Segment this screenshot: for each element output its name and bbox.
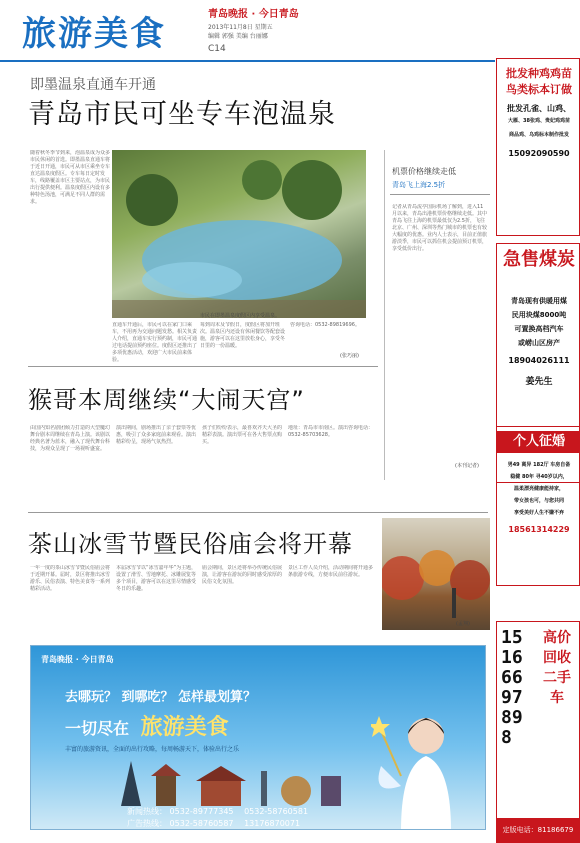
- classifieds-column: [496, 58, 580, 843]
- story2-top-rule: [28, 366, 378, 367]
- banner-slogan-prefix: 一切尽在: [65, 719, 130, 738]
- story2-text-c: 孩子们纷纷表示，最喜欢齐天大圣的精彩表演。演出票可在各大售票点购买。: [202, 425, 283, 445]
- autumn-trees-illustration: [382, 518, 490, 630]
- sidebar-divider: [384, 150, 385, 480]
- banner-slogan-title: 旅游美食: [140, 715, 229, 740]
- sidebar-text: 记者从青岛流亭国际机场了解到，进入11月以来，青岛出港机票价格继续走低。其中青岛飞往上海的机票最低仅为2.5折，飞往北京、广州、深圳等热门城市的机票也有较大幅度的优惠。业内人士表示，目前正值旅游淡季，市民可以抓住机会提前预订机票，享受低价出行。: [392, 204, 488, 252]
- ad1-body-2: 大雁、38张鸡、贵妃鸡鸡苗: [508, 118, 570, 124]
- banner-tagline: 丰富的旅游资讯，全面的出行攻略，每周畅游天下，体验出行之乐: [65, 746, 240, 753]
- ad3-body-5: 享受美好人生不嫌不弃: [513, 510, 564, 516]
- header-rule: [0, 60, 495, 62]
- story1-text-b: 每到周末及节假日，度假区将加开班次。温泉区内还设有休闲餐饮等配套设施，游客可以在这里放松身心，享受冬日里的一份温暖。: [200, 322, 285, 349]
- page-header: [0, 0, 495, 60]
- banner-hotline: [127, 806, 308, 817]
- ad-contact-label: 定版电话：: [502, 826, 538, 834]
- story3-text-a: 一年一度的茶山冰雪节暨民俗庙会将于近期开幕。届时，景区将推出冰雪游乐、民俗表演、特色美食等一系列精彩活动。: [30, 565, 111, 592]
- banner-brand: 青岛晚报 · 今日青岛: [41, 655, 114, 664]
- sidebar-rule: [390, 194, 490, 195]
- story1-subhead: 即墨温泉直通车开通: [30, 77, 156, 93]
- section-title: 旅游美食: [22, 14, 166, 54]
- ad2-body-1: 青岛现有供暖用煤: [511, 297, 567, 305]
- newspaper-brand: 青岛晚报 · 今日青岛: [208, 9, 299, 20]
- ad2-body-3: 可置换高档汽车: [514, 325, 564, 333]
- hotline-number-2: 0532-58760581: [244, 807, 309, 816]
- ad4-phone: 15166697898: [501, 627, 523, 748]
- story3-photo-credit: (孟翔): [456, 621, 470, 627]
- ad2-phone: 18904026111: [508, 356, 570, 365]
- girl-with-wand-illustration: [371, 706, 471, 830]
- story2-text-d: 地址：青岛市市南区。演出咨询电话：0532-85703628。: [288, 425, 374, 438]
- ad3-body-2: 稳健 80年 寻40岁以内，: [510, 474, 568, 480]
- ad3-title: 个人征婚: [497, 431, 580, 453]
- hot-spring-illustration: [112, 150, 366, 318]
- editor-line: 编辑 郭强 美编 台丽娜: [208, 33, 268, 40]
- ad3-body-4: 带女孩也可，与您共同: [513, 498, 564, 504]
- ad-contact-bar: [497, 818, 579, 842]
- ad-hotline-number-1: 0532-58760587: [169, 819, 234, 828]
- banner-question: 去哪玩？ 到哪吃？ 怎样最划算？: [65, 690, 257, 705]
- ad1-title-1: 批发种鸡鸡苗: [506, 67, 572, 80]
- ad3-body-1: 男49 离异 182厅 车房自备: [507, 462, 571, 468]
- ad2-title: 急售煤炭: [503, 249, 575, 270]
- date-line: 2013年11月8日 星期五: [208, 24, 273, 31]
- ad3-phone: 18561314229: [508, 525, 570, 534]
- page-number: C14: [208, 44, 226, 54]
- ad-personal-marriage: [496, 426, 580, 586]
- story1-headline: 青岛市民可坐专车泡温泉: [28, 99, 336, 130]
- ad2-body-2: 民用块煤8000吨: [511, 311, 567, 319]
- ad-used-car-buyback: [496, 621, 580, 843]
- story2-headline: 猴哥本周继续“大闹天宫”: [28, 386, 305, 414]
- ad3-body-3: 温柔漂亮健康能持家，: [513, 486, 564, 492]
- story1-text-a: 直通车开通后，市民可以在家门口乘车，不用再为交通问题发愁。相关负责人介绍，直通车实行预约制，市民可通过电话提前预约座位。度假区还推出了多项优惠活动，欢迎广大市民前来体验。: [112, 322, 197, 362]
- story2-text-b: 演出期间，剧场推出了亲子套票等优惠，吸引了众多家庭前来观看。演出精彩纷呈，现场气氛热烈。: [116, 425, 197, 445]
- tea-mountain-photo: [382, 518, 490, 630]
- story1-photo-caption: 市民在即墨温泉度假区内享受温泉。: [200, 313, 281, 319]
- ad1-body-3: 商品鸡、乌鸡标本制作批发: [508, 132, 569, 138]
- promo-banner: [30, 645, 486, 830]
- story3-headline: 茶山冰雪节暨民俗庙会将开幕: [28, 530, 353, 558]
- hotline-number-1: 0532-89777345: [169, 807, 234, 816]
- story3-top-rule: [28, 512, 488, 513]
- story1-photo-credit: (张巧丽): [340, 353, 359, 359]
- story1-text-c: 咨询电话：0532-89819696。: [290, 322, 360, 328]
- story3-text-c: 庙会期间，景区还将举办传统民俗展演，让游客在游玩的同时感受浓厚的民俗文化氛围。: [202, 565, 283, 585]
- ad4-title: 高价回收二手车: [543, 630, 571, 706]
- sidebar-headline: 机票价格继续走低: [392, 167, 456, 176]
- ad2-contact: 姜先生: [525, 377, 553, 387]
- story3-text-d: 景区工作人员介绍，活动期间将开通多条旅游专线，方便市民前往游玩。: [288, 565, 374, 578]
- sidebar-subhead: 青岛飞上海2.5折: [392, 181, 446, 189]
- landmarks-skyline-icon: [111, 756, 351, 806]
- ad2-body-4: 或崂山区房产: [518, 339, 560, 347]
- ad1-title-2: 鸟类标本订做: [506, 83, 572, 96]
- story1-lead-text: 随着秋冬季节到来，泡温泉成为众多市民休闲的首选。即墨温泉直通车将于近日开通，市民可从市区乘坐专车直达温泉度假区。专车每日定时发车，线路覆盖市区主要站点，为市民出行提供便利。温泉度假区内设有多种特色汤池，可满足不同人群的需求。: [30, 150, 110, 205]
- ad-contact-phone: 81186679: [537, 826, 574, 834]
- ad-hotline-number-2: 13176870071: [244, 819, 301, 828]
- ad-hotline-label: 广告热线：: [127, 819, 167, 828]
- hot-spring-photo: [112, 150, 366, 318]
- sidebar-credit: (本刊记者): [455, 463, 479, 469]
- story3-text-b: 本届冰雪节以“冰雪嘉年华”为主题，设置了滑雪、雪地摩托、冰雕展览等多个项目，游客可以在这里尽情感受冬日的乐趣。: [116, 565, 197, 592]
- hotline-label: 新闻热线：: [127, 807, 167, 816]
- story2-text-a: 由国内知名剧团倾力打造的大型魔幻舞台剧本周继续在青岛上演。该剧以经典名著为蓝本，融入了现代舞台科技，为观众呈现了一场视听盛宴。: [30, 425, 111, 452]
- ad-chicken-breeding: [496, 58, 580, 236]
- banner-ad-hotline: [127, 818, 300, 829]
- ad1-body-1: 批发孔雀、山鸡、: [507, 104, 571, 113]
- ad1-phone: 15092090590: [508, 149, 570, 158]
